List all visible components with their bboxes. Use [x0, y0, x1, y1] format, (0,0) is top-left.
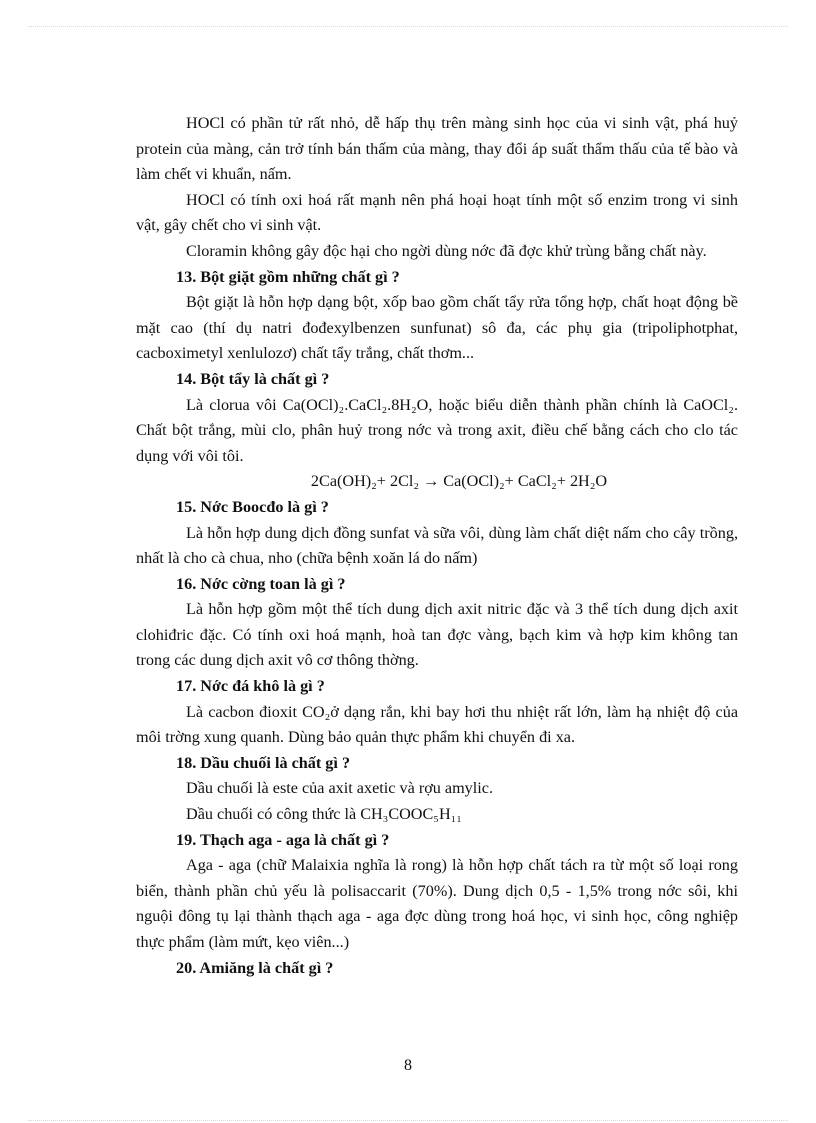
heading-17: 17. Nớc đá khô là gì ? — [176, 677, 325, 696]
paragraph-18b: Dầu chuối có công thức là CH₃COOC₅H₁₁ — [186, 805, 462, 824]
heading-16: 16. Nớc cờng toan là gì ? — [176, 574, 346, 593]
paragraph-hocl-membrane: HOCl có phần tử rất nhỏ, dễ hấp thụ trên màng sinh học của vi sinh vật, phá huỷ protein của màng, cản trở tính bán thấm của màng, thay đổi áp suất thẩm thấu của tế bào và làm chết vi khuẩn, nấm. — [136, 114, 738, 184]
page-top-border — [28, 26, 788, 27]
paragraph-18a: Dầu chuối là este của axit axetic và rợu amylic. — [186, 779, 494, 798]
paragraph-14: Là clorua vôi Ca(OCl)₂.CaCl₂.8H₂O, hoặc biểu diễn thành phần chính là CaOCl₂. Chất bột trắng, mùi clo, phân huỷ trong nớc và trong axit, điều chế bằng cách cho clo tác dụng với vôi tôi. — [136, 395, 738, 465]
heading-15: 15. Nớc Boocđo là gì ? — [176, 497, 329, 516]
paragraph-17: Là cacbon đioxit CO₂ở dạng rắn, khi bay hơi thu nhiệt rất lớn, làm hạ nhiệt độ của môi trờng xung quanh. Dùng bảo quản thực phẩm khi chuyển đi xa. — [136, 702, 738, 747]
equation-14: 2Ca(OH)₂+ 2Cl₂ → Ca(OCl)₂+ CaCl₂+ 2H₂O — [310, 472, 608, 491]
heading-19: 19. Thạch aga - aga là chất gì ? — [176, 830, 390, 849]
heading-18: 18. Dầu chuối là chất gì ? — [176, 753, 351, 772]
page-number: 8 — [404, 1057, 412, 1074]
heading-13: 13. Bột giặt gồm những chất gì ? — [176, 267, 400, 286]
page-bottom-border — [28, 1120, 788, 1121]
page-content — [136, 111, 738, 981]
paragraph-19: Aga - aga (chữ Malaixia nghĩa là rong) là hỗn hợp chất tách ra từ một số loại rong biển, thành phần chủ yếu là polisaccarit (70%). Dung dịch 0,5 - 1,5% trong nớc sôi, khi nguội đông tụ lại thành thạch aga - aga đợc dùng trong hoá học, vi sinh học, công nghiệp thực phẩm (làm mứt, kẹo viên...) — [136, 856, 738, 951]
paragraph-15: Là hỗn hợp dung dịch đồng sunfat và sữa vôi, dùng làm chất diệt nấm cho cây trồng, nhất là cho cà chua, nho (chữa bệnh xoăn lá do nấm) — [136, 523, 738, 568]
paragraph-cloramin: Cloramin không gây độc hại cho ngời dùng nớc đã đợc khử trùng bằng chất này. — [186, 241, 707, 260]
heading-14: 14. Bột tẩy là chất gì ? — [176, 369, 330, 388]
paragraph-hocl-oxidation: HOCl có tính oxi hoá rất mạnh nên phá hoại hoạt tính một số enzim trong vi sinh vật, gây chết cho vi sinh vật. — [136, 190, 738, 235]
paragraph-16: Là hỗn hợp gồm một thể tích dung dịch axit nitric đặc và 3 thể tích dung dịch axit clohiđric đặc. Có tính oxi hoá mạnh, hoà tan đợc vàng, bạch kim và hợp kim không tan trong các dung dịch axit vô cơ thông thờng. — [136, 600, 738, 670]
heading-20: 20. Amiăng là chất gì ? — [176, 958, 334, 977]
paragraph-13: Bột giặt là hỗn hợp dạng bột, xốp bao gồm chất tẩy rửa tổng hợp, chất hoạt động bề mặt cao (thí dụ natri đođexylbenzen sunfunat) sô đa, các phụ gia (tripoliphotphat, cacboximetyl xenlulozơ) chất tẩy trắng, chất thơm... — [136, 293, 738, 363]
